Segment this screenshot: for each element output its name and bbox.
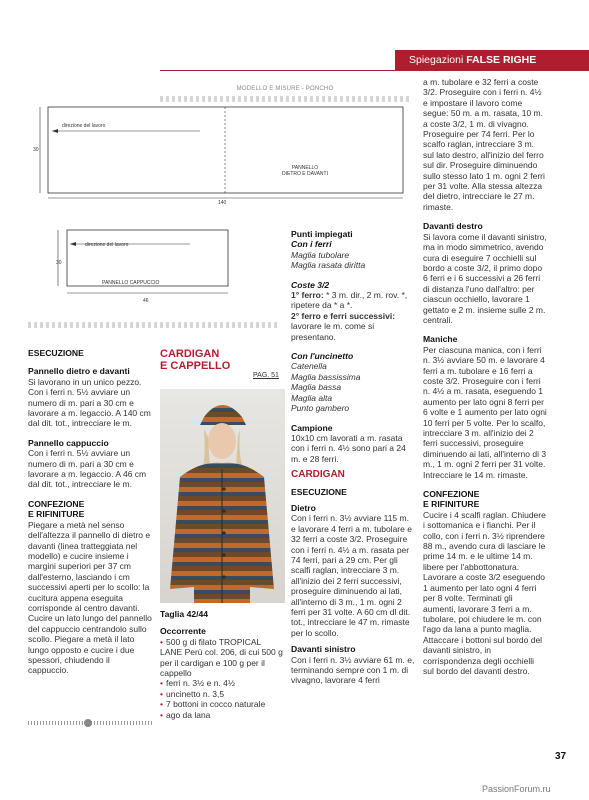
ribbing-row1 (291, 290, 415, 311)
page-reference: PAG. 51 (253, 372, 279, 379)
watermark: PassionForum.ru (482, 784, 551, 794)
heading-finish-3: CONFEZIONE (423, 489, 480, 500)
spacer (160, 619, 284, 626)
text-sleeves: Per ciascuna manica, con i ferri n. 3½ avviare 50 m. e lavorare 4 ferri a m. tubolare e 16 ferri a coste 3/2. Proseguire con i ferri n. 4½ a m. rasata, eseguendo 1 aumento per lato ogni 8 ferri per 6 volte e 1 aumento per lato ogni 10 ferri per 5 volte. Per lo scalfo, intrecciare 3 m. all'inizio dei 2 ferri successivi, proseguire diminuendo ai lati, all'interno di 3 m., 1 m. ogni 2 ferri per 31 volte. Intrecciare le 14 m. rimaste. (423, 344, 547, 480)
stitch-item: Maglia bassissima (291, 371, 361, 382)
column-supplies (160, 609, 284, 720)
ribbing-row1-label: 1° ferro: (291, 290, 324, 301)
text-back-2: Con i ferri n. 3½ avviare 115 m. e lavorare 4 ferri a m. tubolare e 32 ferri a coste 3/2. Proseguire con i ferri n. 4½ a m. rasata per 74 ferri, pari a 29 cm. Per gli scalfi raglan, intrecciare 3 m. all'inizio dei 2 ferri successivi, proseguire diminuendo ai lati, all'interno di 3 m., 1 m. ogni 2 ferri per 31 volte. A 60 cm dl dit. tot., intrecciare le 47 m. rimaste per lo scollo. (291, 513, 412, 638)
heading-hood: Pannello cappuccio (28, 437, 109, 448)
supply-item: • ago da lana (160, 710, 284, 720)
heading-supplies: Occorrente (160, 626, 206, 637)
spacer (291, 414, 415, 423)
ribbing-row2-text: lavorare le m. come si presentano. (291, 321, 375, 342)
supply-item: • ferri n. 3½ e n. 4½ (160, 678, 284, 688)
text-finish: Piegare a metà nel senso dell'altezza il pannello di dietro e davanti (linea tratteggiata nel modello) e cucire insieme i margini superiori per 37 cm dall'esterno, lasciando i cm successivi aperti per lo scollo: la cucitura appena eseguita corrisponde al centro davanti. Cucire un lato lungo del pannello del cappuccio centrandolo sullo scollo. Piegare a metà il lato lungo opposto e cucire i due spessori, chiudendo il cappuccio. (28, 519, 152, 676)
ribbing-row1-text: * 3 m. dir., 2 m. rov. *, ripetere da * a *. (291, 290, 408, 311)
heading-finish-4: E RIFINITURE (423, 499, 480, 510)
supply-item: • 7 bottoni in cocco naturale (160, 699, 284, 709)
ribbing-row2-label: 2° ferro e ferri successivi: (291, 310, 396, 321)
panel-label (270, 165, 340, 177)
text-finish-2: Cucire i 4 scalfi raglan. Chiudere i sottomanica e i fianchi. Per il collo, con i ferri n. 3½ riprendere 88 m., avendo cura di lasciare le prime 14 m. e le ultime 14 m. libere per l'abbottonatura. Lavorare a coste 3/2 eseguendo 1 aumento per lato ogni 4 ferri per 8 volte. Terminati gli aumenti, lavorare 3 ferri a m. tubolare, poi chiudere le m. con l'ago da lana a punto maglia. Attaccare i bottoni sul bordo del davanti sinistro, in corrispondenza degli occhielli sul bordo del davanti destro. (423, 509, 546, 676)
heading-sleeves: Maniche (423, 334, 458, 345)
size: Taglia 42/44 (160, 609, 209, 619)
model-photo (160, 389, 285, 603)
spacer (28, 358, 152, 366)
section-label: Spiegazioni (409, 54, 464, 66)
column-poncho (28, 348, 152, 676)
heading-ribbing: Coste 3/2 (291, 279, 330, 290)
heading-gauge: Campione (291, 422, 333, 433)
page-indicator-dot (84, 719, 92, 727)
heading-crochet: Con l'uncinetto (291, 351, 354, 362)
direction-label-2: direzione del lavoro (85, 242, 129, 248)
heading-exec-2: ESECUZIONE (291, 486, 347, 497)
page-number: 37 (555, 751, 567, 762)
column-cardigan-title (160, 348, 284, 372)
spacer (28, 429, 152, 438)
section-header (395, 50, 589, 70)
heading-finish-2: E RIFINITURE (28, 509, 85, 520)
heading-cardigan: CARDIGAN (291, 469, 345, 481)
supply-item: • 500 g di filato TROPICAL LANE Perù col. 206, di cui 500 g per il cardigan e 100 g per il cappello (160, 637, 284, 679)
text-left-front: Con i ferri n. 3½ avviare 61 m. e, terminando sempre con 1 m. di vivagno, lavorare 4 ferri (291, 654, 415, 686)
spacer (423, 325, 547, 334)
project-title: CARDIGAN (160, 348, 220, 360)
heading-stitches: Punti impiegati (291, 229, 353, 239)
header-rule (160, 70, 589, 71)
text-back: Si lavorano in un unico pezzo. Con i ferri n. 5½ avviare un numero di m. pari a 30 cm e lavorare a m. legaccio. A 140 cm dal dit. tot., intrecciare le m. (28, 376, 151, 429)
heading-back: Pannello dietro e davanti (28, 366, 130, 377)
heading-needles: Con i ferri (291, 239, 332, 250)
spacer (423, 480, 547, 489)
height-label-2: 30 (56, 260, 62, 266)
width-label: 140 (218, 200, 227, 206)
panel-label-line1: PANNELLO (291, 165, 319, 171)
divider (28, 322, 278, 328)
stitch-item: Maglia tubolare (291, 249, 350, 260)
width-label-2: 46 (143, 298, 149, 304)
text-hood: Con i ferri n. 5½ avviare un numero di m. pari a 30 cm e lavorare a m. legaccio. A 46 cm dal dit. tot., intrecciare le m. (28, 448, 147, 490)
heading-finish: CONFEZIONE (28, 498, 85, 509)
ribbing-row2 (291, 311, 415, 342)
text-left-front-cont: a m. tubolare e 32 ferri a coste 3/2. Proseguire con i ferri n. 4½ e impostare il lavoro come segue: 50 m. a m. rasata, 10 m. a coste 3/2, 1 m. di vivagno. Proseguire per 74 ferri. Per lo scalfo raglan, intrecciare 3 m. sul lato destro, all'inizio del ferro sul dir. Proseguire diminuendo sullo stesso lato 1 m. ogni 2 ferri per 31 volte. Alla stessa altezza del dietro, intrecciare le 27 m. rimaste. (423, 77, 545, 212)
stitch-item: Maglia bassa (291, 382, 342, 393)
heading-back-2: Dietro (291, 502, 316, 513)
spacer (291, 342, 415, 351)
stitch-item: Catenella (291, 361, 327, 372)
text-gauge: 10x10 cm lavorati a m. rasata con i ferri n. 4½ sono pari a 24 m. e 28 ferri. (291, 432, 406, 464)
heading-left-front: Davanti sinistro (291, 644, 356, 655)
stitch-item: Maglia alta (291, 392, 333, 403)
column-stitches (291, 229, 415, 686)
supply-item: • uncinetto n. 3,5 (160, 689, 284, 699)
stitch-item: Punto gambero (291, 403, 350, 414)
spacer (291, 271, 415, 280)
heading-right-front: Davanti destro (423, 221, 483, 232)
column-instructions (423, 77, 547, 676)
text-right-front: Si lavora come il davanti sinistro, ma in modo simmetrico, avendo cura di eseguire 7 occhielli sul bordo a coste 3/2, il primo dopo 6 ferri e i 6 successivi a 26 ferri di distanza l'uno dall'altro: per ciascun occhiello, lavorare 1 gettato e 2 m. insieme sulle 2 m. centrali. (423, 231, 547, 325)
diagram-title: MODELLO E MISURE - PONCHO (236, 86, 334, 92)
section-title: FALSE RIGHE (466, 54, 537, 66)
spacer (423, 212, 547, 221)
height-label: 30 (33, 147, 39, 153)
stitch-item: Maglia rasata diritta (291, 260, 366, 271)
project-title-2: E CAPPELLO (160, 360, 231, 372)
spacer (28, 490, 152, 499)
panel-label-line2: DIETRO E DAVANTI (282, 171, 328, 177)
heading-exec: ESECUZIONE (28, 348, 84, 358)
direction-label: direzione del lavoro (62, 123, 106, 129)
panel-label-2: PANNELLO CAPPUCCIO (102, 280, 160, 286)
